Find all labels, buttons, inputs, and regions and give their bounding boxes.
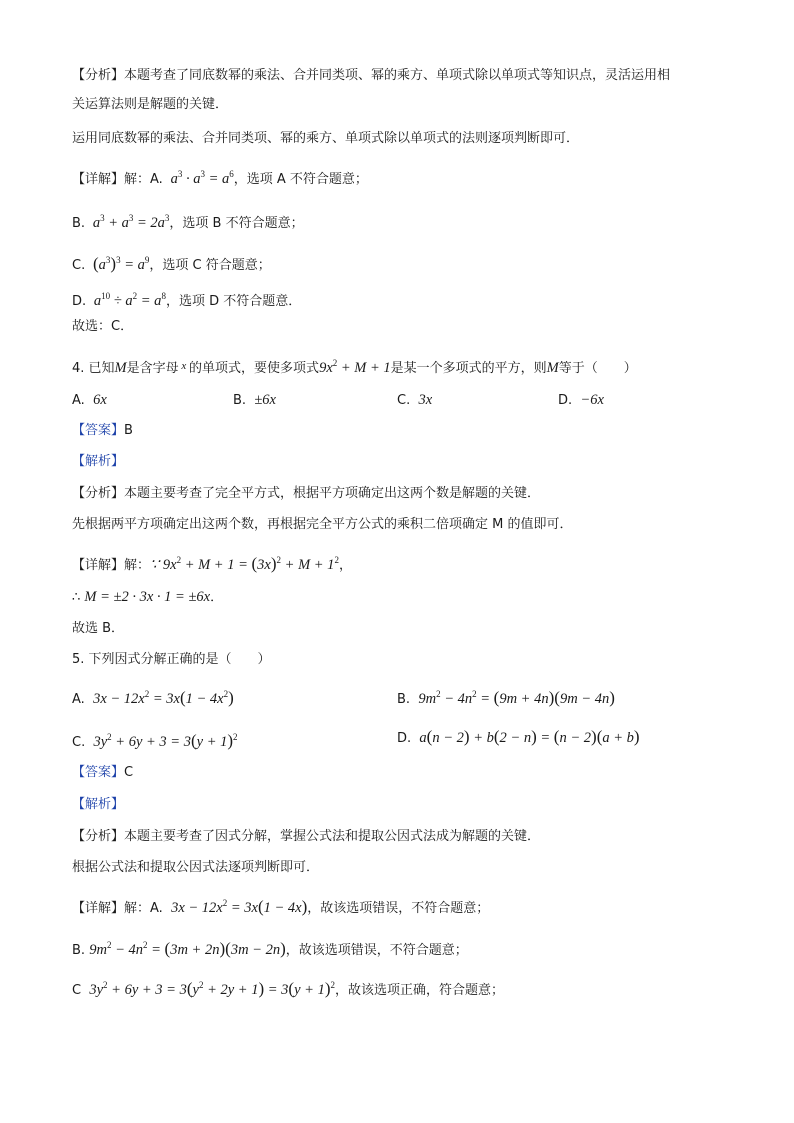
question-4: 4. 已知M是含字母 $^x$ 的单项式，要使多项式$9x^2 + M + 1$是某一个多项式的平方，则M等于（ ） (72, 358, 637, 376)
method-line: 运用同底数幂的乘法、合并同类项、幂的乘方、单项式除以单项式的法则逐项判断即可． (72, 131, 580, 146)
detail-b: B. $a^3 + a^3 = 2a^3$，选项 B 不符合题意； (72, 213, 304, 231)
math-expr: $a^3 \cdot a^3 = a^6$ (166, 169, 234, 187)
q5-detail-c: C $3y^2 + 6y + 3 = 3(y^2 + 2y + 1) = 3(y + 1)^2$，故该选项正确，符合题意； (72, 979, 505, 998)
analysis-line-1: 【分析】本题考查了同底数幂的乘法、合并同类项、幂的乘方、单项式除以单项式等知识点，灵活运用相 (72, 68, 671, 83)
q5-detail-b: B. $9m^2 - 4n^2 = (3m + 2n)(3m - 2n)$，故该选项错误，不符合题意； (72, 939, 468, 958)
q5-detail-a: 【详解】解：A. $3x - 12x^2 = 3x(1 - 4x)$，故该选项错误，不符合题意； (72, 897, 490, 916)
q4-option-d: D. −6x (558, 392, 604, 408)
q4-option-a: A. 6x (72, 392, 107, 408)
detail-d: D. $a^{10} \div a^2 = a^8$，选项 D 不符合题意． (72, 291, 302, 309)
q4-method: 先根据两平方项确定出这两个数，再根据完全平方公式的乘积二倍项确定 M 的值即可． (72, 517, 573, 532)
q4-select: 故选 B． (72, 621, 125, 636)
q4-option-b: B. ±6x (233, 392, 276, 408)
q5-option-b: B. $9m^2 - 4n^2 = (9m + 4n)(9m - 4n)$ (397, 688, 615, 707)
math-expr: $(a^3)^3 = a^9$ (92, 254, 150, 273)
q5-option-d: D. a(n − 2) + b(2 − n) = (n − 2)(a + b) (397, 727, 640, 746)
answer-select-3: 故选：C． (72, 319, 134, 334)
math-expr: $a^3 + a^3 = 2a^3$ (89, 213, 170, 231)
analysis-line-1b: 关运算法则是解题的关键． (72, 97, 229, 112)
q5-option-a: A. $3x - 12x^2 = 3x(1 - 4x^2)$ (72, 688, 234, 707)
q4-jiexi: 【解析】 (72, 454, 125, 469)
q4-detail-1: 【详解】解：∵ $9x^2 + M + 1 = (3x)^2 + M + 1^2$， (72, 554, 352, 573)
q5-answer: 【答案】C (72, 765, 134, 780)
detail-a: 【详解】解：A. $a^3 \cdot a^3 = a^6$，选项 A 不符合题意； (72, 169, 368, 187)
q4-detail-2: ∴ M = ±2 · 3x · 1 = ±6x． (72, 589, 224, 605)
q4-analysis: 【分析】本题主要考查了完全平方式，根据平方项确定出这两个数是解题的关键． (72, 486, 541, 501)
q4-answer: 【答案】B (72, 423, 133, 438)
q5-option-c: C. $3y^2 + 6y + 3 = 3(y + 1)^2$ (72, 731, 238, 750)
math-expr: $a^{10} \div a^2 = a^8$ (90, 291, 166, 309)
detail-c: C. $(a^3)^3 = a^9$，选项 C 符合题意； (72, 254, 271, 273)
q5-jiexi: 【解析】 (72, 797, 125, 812)
q4-option-c: C. 3x (397, 392, 433, 408)
q5-method: 根据公式法和提取公因式法逐项判断即可． (72, 860, 320, 875)
q5-analysis: 【分析】本题主要考查了因式分解，掌握公式法和提取公因式法成为解题的关键． (72, 829, 541, 844)
question-5: 5. 下列因式分解正确的是（ ） (72, 652, 271, 667)
